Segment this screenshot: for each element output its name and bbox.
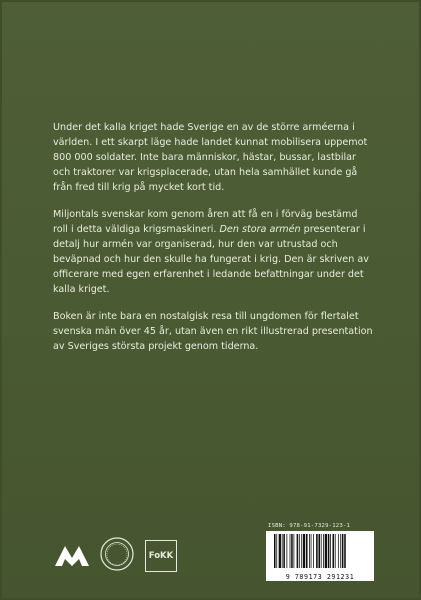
- research-project-seal-icon: [99, 536, 135, 576]
- book-title-inline: Den stora armén: [219, 224, 301, 235]
- blurb-paragraph-2: [53, 207, 373, 297]
- isbn-text: ISBN: 978-91-7329-123-1: [268, 523, 351, 529]
- publisher-m-logo-icon: [55, 542, 89, 570]
- barcode-bars: [271, 534, 369, 568]
- blurb-paragraph-2-end: presenterar i detalj hur armén var organiserad, hur den var utrustad och beväpnad och hur den skulle ha fungerat i krig. Den är skriven av officerare med egen erfarenhet i ledande befattningar under det kalla kriget.: [53, 224, 369, 295]
- fokk-label: FoKK: [148, 551, 174, 561]
- blurb-paragraph-2-start: Miljontals svenskar kom genom åren att få en i förväg bestämd roll i detta väldiga krigsmaskineri.: [53, 209, 358, 235]
- barcode: [266, 531, 374, 581]
- publisher-logos: [55, 532, 177, 580]
- blurb-text: [53, 120, 373, 366]
- blurb-paragraph-1: Under det kalla kriget hade Sverige en av de större arméerna i världen. I ett skarpt läge hade landet kunnat mobilisera uppemot 800 000 soldater. Inte bara människor, hästar, bussar, lastbilar och traktorer var krigsplacerade, utan hela samhället kunde gå från fred till krig på mycket kort tid.: [53, 122, 368, 193]
- fokk-logo: [145, 540, 177, 572]
- blurb-paragraph-3: Boken är inte bara en nostalgisk resa till ungdomen för flertalet svenska män över 45 år, utan även en rikt illustrerad presentation av Sveriges största projekt genom tiderna.: [53, 311, 373, 352]
- barcode-digits: 9 789173 291231: [285, 573, 355, 581]
